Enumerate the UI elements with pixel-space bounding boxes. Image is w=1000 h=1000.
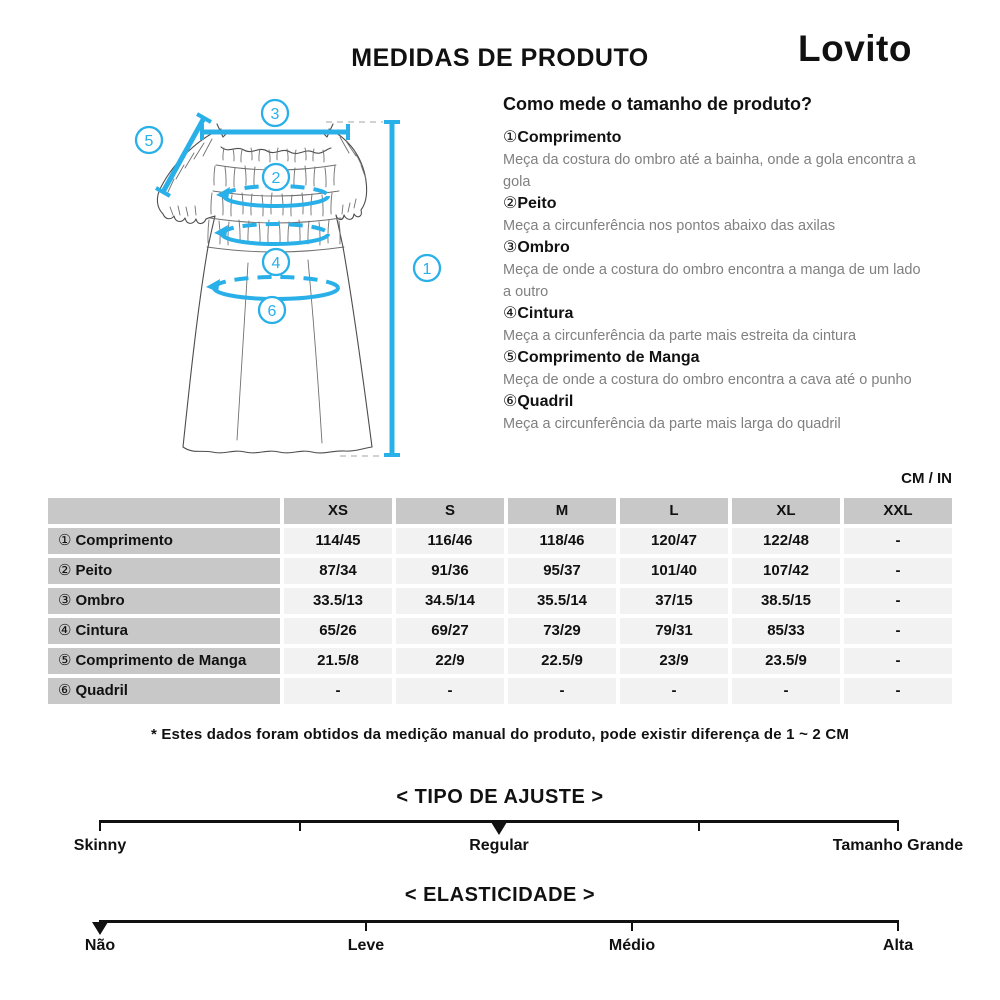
table-cell: 87/34 xyxy=(284,558,392,584)
circled-number: ⑤ xyxy=(503,349,518,366)
dress-diagram-svg xyxy=(100,95,460,475)
table-cell: 101/40 xyxy=(620,558,728,584)
measure-name: Peito xyxy=(517,195,557,212)
measurement-marker-3 xyxy=(262,100,288,126)
fit-scale-title: < TIPO DE AJUSTE > xyxy=(396,786,604,808)
guide-item-label xyxy=(503,127,928,149)
circled-number: ④ xyxy=(58,622,72,639)
table-size-header-m: M xyxy=(508,498,616,524)
table-cell: 114/45 xyxy=(284,528,392,554)
row-measure-name: Ombro xyxy=(75,592,125,609)
guide-item-desc: Meça de onde a costura do ombro encontra a manga de um lado a outro xyxy=(503,262,921,300)
table-cell: 22/9 xyxy=(396,648,504,674)
dress-measurement-diagram xyxy=(100,95,460,475)
guide-item-desc: Meça a circunferência nos pontos abaixo das axilas xyxy=(503,218,836,234)
fit-scale-label-0: Skinny xyxy=(73,837,127,854)
measurement-marker-1 xyxy=(414,255,440,281)
circled-number: ② xyxy=(503,195,518,212)
guide-item-label xyxy=(503,391,928,413)
guide-item-desc: Meça de onde a costura do ombro encontra a cava até o punho xyxy=(503,372,912,388)
table-footnote: * Estes dados foram obtidos da medição manual do produto, pode existir diferença de 1 ~ 2 CM xyxy=(150,726,850,743)
row-measure-name: Cintura xyxy=(75,622,128,639)
waist-ellipse xyxy=(214,224,328,244)
measurement-marker-6 xyxy=(259,297,285,323)
guide-item-1 xyxy=(503,127,928,193)
measure-name: Cintura xyxy=(517,305,574,322)
elasticity-scale-label-0: Não xyxy=(84,937,116,954)
measure-name: Ombro xyxy=(517,239,570,256)
table-cell: 122/48 xyxy=(732,528,840,554)
circled-number: ④ xyxy=(503,305,518,322)
table-cell: 69/27 xyxy=(396,618,504,644)
row-measure-name: Comprimento xyxy=(75,532,173,549)
guide-heading: Como mede o tamanho de produto? xyxy=(503,94,812,114)
measurement-marker-5 xyxy=(136,127,162,153)
table-row-label xyxy=(48,648,280,674)
svg-text:2: 2 xyxy=(271,170,281,187)
table-size-header-xl: XL xyxy=(732,498,840,524)
svg-text:4: 4 xyxy=(271,255,281,272)
fit-scale-label-1: Regular xyxy=(469,837,529,854)
guide-item-label xyxy=(503,347,928,369)
table-cell: 21.5/8 xyxy=(284,648,392,674)
table-cell: 38.5/15 xyxy=(732,588,840,614)
table-cell: 73/29 xyxy=(508,618,616,644)
table-cell: - xyxy=(620,678,728,704)
svg-text:6: 6 xyxy=(267,303,277,320)
table-cell: 85/33 xyxy=(732,618,840,644)
guide-item-desc: Meça a circunferência da parte mais estreita da cintura xyxy=(503,328,857,344)
elasticity-scale-marker xyxy=(92,922,108,935)
guide-item-label xyxy=(503,193,928,215)
measure-name: Comprimento xyxy=(517,129,622,146)
guide-item-4 xyxy=(503,303,928,347)
elasticity-scale-tick xyxy=(631,920,633,931)
elasticity-scale-title: < ELASTICIDADE > xyxy=(404,884,596,906)
table-cell: - xyxy=(396,678,504,704)
guide-item-6 xyxy=(503,391,928,435)
table-row-label xyxy=(48,618,280,644)
fit-scale-tick xyxy=(99,820,101,831)
size-table xyxy=(48,498,952,704)
table-cell: - xyxy=(844,528,952,554)
table-size-header-l: L xyxy=(620,498,728,524)
elasticity-scale-track xyxy=(84,920,914,954)
table-cell: - xyxy=(732,678,840,704)
table-corner-cell xyxy=(48,498,280,524)
guide-item-5 xyxy=(503,347,928,391)
guide-item-desc: Meça da costura do ombro até a bainha, onde a gola encontra a gola xyxy=(503,152,916,190)
row-measure-name: Comprimento de Manga xyxy=(75,652,247,669)
guide-list xyxy=(503,127,928,435)
table-cell: - xyxy=(844,588,952,614)
fit-scale-track xyxy=(73,820,964,854)
measure-name: Quadril xyxy=(517,393,574,410)
guide-item-desc: Meça a circunferência da parte mais larga do quadril xyxy=(503,416,841,432)
fit-scale-label-2: Tamanho Grande xyxy=(832,837,964,854)
svg-text:3: 3 xyxy=(270,106,280,123)
table-cell: 35.5/14 xyxy=(508,588,616,614)
circled-number: ③ xyxy=(58,592,72,609)
svg-text:5: 5 xyxy=(144,133,154,150)
hip-ellipse xyxy=(206,277,338,299)
measurement-marker-4 xyxy=(263,249,289,275)
guide-item-3 xyxy=(503,237,928,303)
fit-scale-tick xyxy=(698,820,700,831)
table-row-label xyxy=(48,678,280,704)
fit-scale-marker xyxy=(491,822,507,835)
fit-scale-tick xyxy=(299,820,301,831)
table-cell: 107/42 xyxy=(732,558,840,584)
fit-scale-tick xyxy=(897,820,899,831)
table-cell: 116/46 xyxy=(396,528,504,554)
table-cell: 120/47 xyxy=(620,528,728,554)
table-size-header-xxl: XXL xyxy=(844,498,952,524)
table-row-label xyxy=(48,588,280,614)
circled-number: ⑥ xyxy=(58,682,72,699)
elasticity-scale-tick xyxy=(897,920,899,931)
table-row-label xyxy=(48,558,280,584)
table-cell: 33.5/13 xyxy=(284,588,392,614)
sleeve-line xyxy=(163,118,204,192)
elasticity-scale-label-1: Leve xyxy=(347,937,385,954)
table-cell: - xyxy=(508,678,616,704)
table-cell: - xyxy=(844,558,952,584)
row-measure-name: Peito xyxy=(75,562,113,579)
table-cell: 95/37 xyxy=(508,558,616,584)
table-cell: 65/26 xyxy=(284,618,392,644)
brand-logo: Lovito xyxy=(798,28,912,69)
measurement-marker-2 xyxy=(263,164,289,190)
table-cell: 91/36 xyxy=(396,558,504,584)
unit-label: CM / IN xyxy=(901,470,952,487)
measuring-guide xyxy=(503,94,928,435)
guide-item-2 xyxy=(503,193,928,237)
circled-number: ⑤ xyxy=(58,652,72,669)
elasticity-scale-label-2: Médio xyxy=(608,937,656,954)
measure-name: Comprimento de Manga xyxy=(517,349,700,366)
table-size-header-xs: XS xyxy=(284,498,392,524)
circled-number: ③ xyxy=(503,239,518,256)
elasticity-scale-tick xyxy=(365,920,367,931)
table-cell: - xyxy=(844,678,952,704)
table-row-label xyxy=(48,528,280,554)
table-cell: - xyxy=(284,678,392,704)
table-cell: 23.5/9 xyxy=(732,648,840,674)
guide-item-label xyxy=(503,237,928,259)
table-size-header-s: S xyxy=(396,498,504,524)
table-cell: 23/9 xyxy=(620,648,728,674)
table-cell: - xyxy=(844,618,952,644)
circled-number: ① xyxy=(503,129,518,146)
table-cell: 37/15 xyxy=(620,588,728,614)
circled-number: ⑥ xyxy=(503,393,518,410)
table-cell: - xyxy=(844,648,952,674)
page-title: MEDIDAS DE PRODUTO xyxy=(351,44,649,72)
table-cell: 79/31 xyxy=(620,618,728,644)
elasticity-scale-label-3: Alta xyxy=(882,937,914,954)
table-cell: 118/46 xyxy=(508,528,616,554)
circled-number: ① xyxy=(58,532,72,549)
table-cell: 34.5/14 xyxy=(396,588,504,614)
table-cell: 22.5/9 xyxy=(508,648,616,674)
svg-text:1: 1 xyxy=(422,261,432,278)
guide-item-label xyxy=(503,303,928,325)
circled-number: ② xyxy=(58,562,72,579)
row-measure-name: Quadril xyxy=(75,682,128,699)
